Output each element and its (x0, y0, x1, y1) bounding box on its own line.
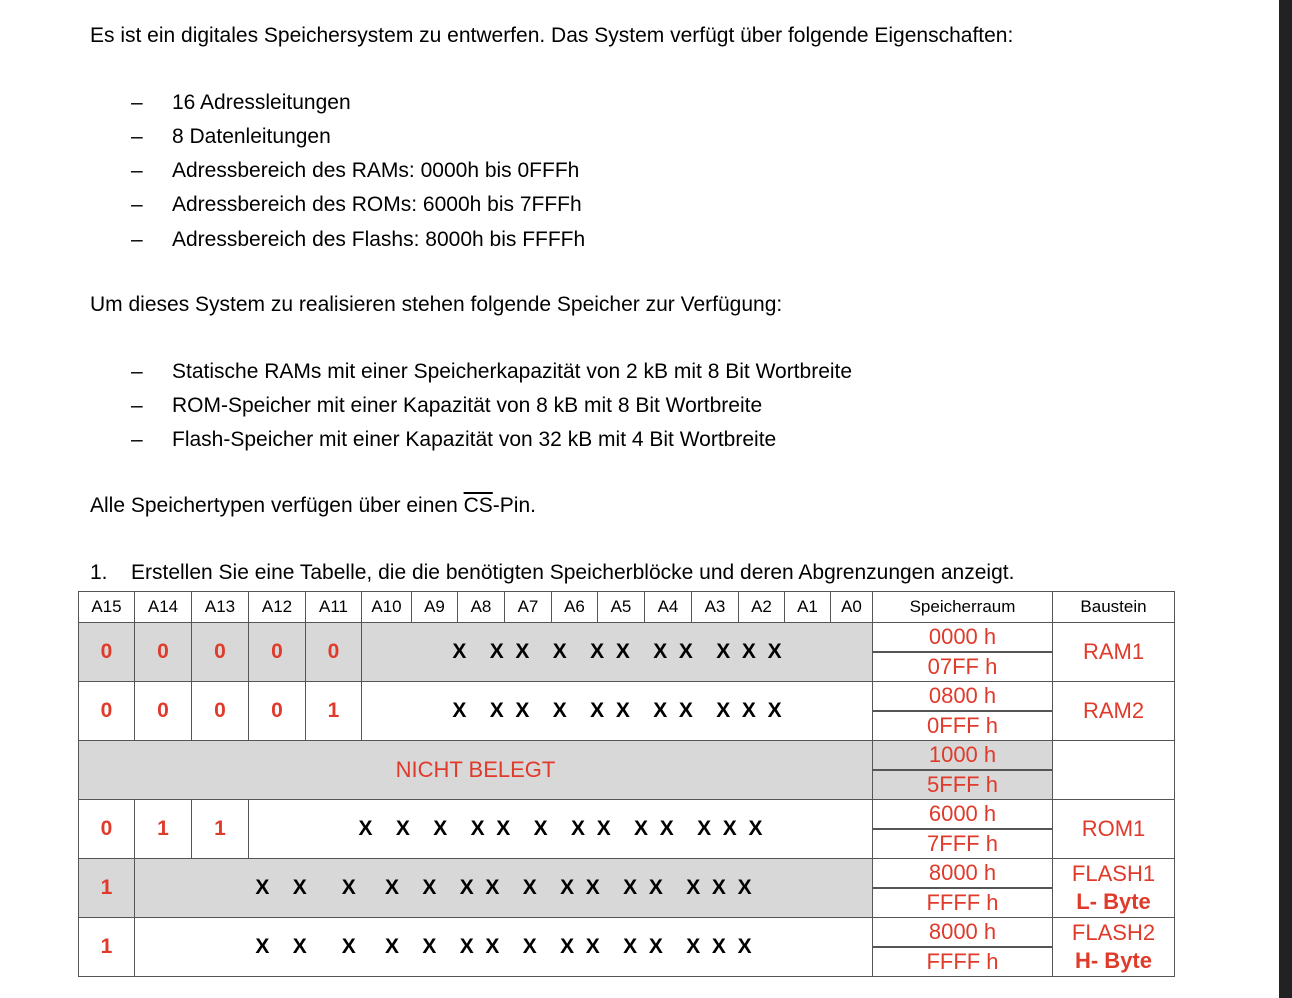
memory-intro-text: Um dieses System zu realisieren stehen folgende Speicher zur Verfügung: (90, 293, 783, 316)
bit-a15: 1 (79, 859, 135, 918)
x-a8: X (515, 640, 530, 663)
dont-care-bits (135, 859, 873, 918)
x-a13: X (292, 935, 307, 958)
bit-a13: 1 (192, 800, 249, 859)
x-a11: X (395, 817, 410, 840)
memory-sram: Statische RAMs mit einer Speicherkapazität von 2 kB mit 8 Bit Wortbreite (172, 360, 853, 383)
x-a4: X (634, 817, 649, 840)
memory-flash: Flash-Speicher mit einer Kapazität von 32 kB mit 4 Bit Wortbreite (172, 428, 777, 451)
x-a4: X (623, 935, 638, 958)
x-a6: X (571, 817, 586, 840)
x-a1: X (741, 699, 756, 722)
table-row (79, 859, 1175, 918)
header-a13: A13 (192, 592, 249, 623)
range-end: FFFF h (926, 890, 999, 915)
bit-a15: 1 (79, 918, 135, 977)
device-name: FLASH1 (1071, 861, 1156, 886)
bit-a13: 0 (192, 682, 249, 741)
header-a7: A7 (505, 592, 552, 623)
header-a10: A10 (362, 592, 412, 623)
device-empty (1053, 741, 1175, 800)
cs-note-before: Alle Speichertypen verfügen über einen (90, 494, 464, 517)
device-rom1: ROM1 (1053, 800, 1175, 859)
device-byte: L- Byte (1076, 889, 1151, 914)
header-a15: A15 (79, 592, 135, 623)
x-a4: X (653, 699, 668, 722)
bit-a14: 0 (135, 623, 192, 682)
x-a5: X (596, 817, 611, 840)
header-a12: A12 (249, 592, 306, 623)
range-start: 1000 h (873, 741, 1052, 771)
x-a3: X (678, 699, 693, 722)
property-flash-range: Adressbereich des Flashs: 8000h bis FFFFh (172, 228, 586, 251)
dont-care-bits (135, 918, 873, 977)
dont-care-bits (362, 682, 873, 741)
table-row (79, 918, 1175, 977)
speicherraum-cell (873, 623, 1053, 682)
x-a1: X (711, 876, 726, 899)
x-a0: X (748, 817, 763, 840)
header-a9: A9 (412, 592, 458, 623)
x-a11: X (384, 935, 399, 958)
x-a8: X (496, 817, 511, 840)
range-end: 5FFF h (927, 772, 998, 797)
bullet-dash: – (131, 159, 143, 182)
bit-a11: 1 (306, 682, 362, 741)
bullet-dash: – (131, 228, 143, 251)
x-a7: X (552, 640, 567, 663)
x-a4: X (623, 876, 638, 899)
device-name: FLASH2 (1071, 920, 1156, 945)
x-a2: X (716, 640, 731, 663)
x-a6: X (560, 935, 575, 958)
x-a12: X (358, 817, 373, 840)
x-a12: X (341, 935, 356, 958)
header-a8: A8 (458, 592, 505, 623)
x-a13: X (292, 876, 307, 899)
x-a4: X (653, 640, 668, 663)
x-a8: X (485, 876, 500, 899)
bit-a14: 0 (135, 682, 192, 741)
bit-a12: 0 (249, 623, 306, 682)
x-a2: X (686, 876, 701, 899)
header-a2: A2 (739, 592, 785, 623)
bullet-dash: – (131, 193, 143, 216)
bit-a14: 1 (135, 800, 192, 859)
x-a0: X (737, 876, 752, 899)
speicherraum-cell (873, 682, 1053, 741)
header-a3: A3 (692, 592, 739, 623)
bullet-dash: – (131, 91, 143, 114)
x-a5: X (585, 876, 600, 899)
window-edge-bar (1279, 0, 1292, 998)
x-a3: X (648, 876, 663, 899)
table-row (79, 682, 1175, 741)
x-a7: X (552, 699, 567, 722)
table-row (79, 800, 1175, 859)
x-a0: X (767, 699, 782, 722)
memory-map-table (78, 591, 1175, 977)
device-byte: H- Byte (1074, 948, 1152, 973)
x-a6: X (560, 876, 575, 899)
x-a7: X (522, 935, 537, 958)
x-a8: X (485, 935, 500, 958)
range-start: 6000 h (873, 800, 1052, 830)
unused-label: NICHT BELEGT (79, 741, 873, 800)
x-a9: X (489, 699, 504, 722)
bit-a15: 0 (79, 682, 135, 741)
x-a5: X (615, 640, 630, 663)
table-header-row (79, 592, 1175, 623)
table-row-unused (79, 741, 1175, 800)
task-number: 1. (90, 561, 108, 584)
x-a10: X (422, 935, 437, 958)
bit-a15: 0 (79, 800, 135, 859)
range-end: FFFF h (926, 949, 999, 974)
x-a10: X (452, 640, 467, 663)
x-a7: X (533, 817, 548, 840)
cs-note-after: -Pin. (492, 494, 536, 517)
x-a10: X (422, 876, 437, 899)
x-a9: X (459, 935, 474, 958)
x-a3: X (659, 817, 674, 840)
bit-a11: 0 (306, 623, 362, 682)
range-start: 0800 h (873, 682, 1052, 712)
x-a11: X (384, 876, 399, 899)
speicherraum-cell (873, 918, 1053, 977)
x-a1: X (711, 935, 726, 958)
x-a7: X (522, 876, 537, 899)
header-a1: A1 (785, 592, 831, 623)
x-a9: X (459, 876, 474, 899)
x-a12: X (341, 876, 356, 899)
dont-care-bits (362, 623, 873, 682)
bit-a12: 0 (249, 682, 306, 741)
x-a8: X (515, 699, 530, 722)
header-a5: A5 (598, 592, 645, 623)
speicherraum-cell (873, 800, 1053, 859)
cs-pin-note (90, 494, 536, 518)
header-a11: A11 (306, 592, 362, 623)
x-a5: X (585, 935, 600, 958)
x-a5: X (615, 699, 630, 722)
device-flash1 (1053, 859, 1175, 918)
x-a3: X (678, 640, 693, 663)
x-a14: X (255, 876, 270, 899)
x-a14: X (255, 935, 270, 958)
property-address-lines: 16 Adressleitungen (172, 91, 351, 114)
intro-text: Es ist ein digitales Speichersystem zu entwerfen. Das System verfügt über folgende Eigenschaften: (90, 24, 1014, 47)
cs-pin-label: $\overline{CS}$ (463, 494, 493, 517)
dont-care-bits (249, 800, 873, 859)
memory-rom: ROM-Speicher mit einer Kapazität von 8 kB mit 8 Bit Wortbreite (172, 394, 763, 417)
bit-a15: 0 (79, 623, 135, 682)
property-rom-range: Adressbereich des ROMs: 6000h bis 7FFFh (172, 193, 582, 216)
device-flash2 (1053, 918, 1175, 977)
task-text: Erstellen Sie eine Tabelle, die die benötigten Speicherblöcke und deren Abgrenzungen anzeigt. (131, 561, 1015, 584)
x-a2: X (686, 935, 701, 958)
header-baustein: Baustein (1053, 592, 1175, 623)
x-a10: X (433, 817, 448, 840)
property-ram-range: Adressbereich des RAMs: 0000h bis 0FFFh (172, 159, 580, 182)
x-a3: X (648, 935, 663, 958)
x-a1: X (741, 640, 756, 663)
speicherraum-cell (873, 741, 1053, 800)
table-row (79, 623, 1175, 682)
device-ram1: RAM1 (1053, 623, 1175, 682)
x-a10: X (452, 699, 467, 722)
bit-a13: 0 (192, 623, 249, 682)
device-ram2: RAM2 (1053, 682, 1175, 741)
header-a6: A6 (552, 592, 598, 623)
x-a6: X (590, 640, 605, 663)
range-end: 7FFF h (927, 831, 998, 856)
header-a14: A14 (135, 592, 192, 623)
bullet-dash: – (131, 360, 143, 383)
header-a4: A4 (645, 592, 692, 623)
x-a9: X (470, 817, 485, 840)
x-a0: X (767, 640, 782, 663)
x-a0: X (737, 935, 752, 958)
header-a0: A0 (831, 592, 873, 623)
header-speicherraum: Speicherraum (873, 592, 1053, 623)
bullet-dash: – (131, 394, 143, 417)
x-a2: X (716, 699, 731, 722)
range-start: 8000 h (873, 918, 1052, 948)
x-a1: X (722, 817, 737, 840)
x-a2: X (697, 817, 712, 840)
bullet-dash: – (131, 125, 143, 148)
x-a9: X (489, 640, 504, 663)
range-end: 07FF h (927, 654, 998, 679)
x-a6: X (590, 699, 605, 722)
range-start: 8000 h (873, 859, 1052, 889)
range-end: 0FFF h (927, 713, 998, 738)
bullet-dash: – (131, 428, 143, 451)
property-data-lines: 8 Datenleitungen (172, 125, 331, 148)
range-start: 0000 h (873, 623, 1052, 653)
speicherraum-cell (873, 859, 1053, 918)
